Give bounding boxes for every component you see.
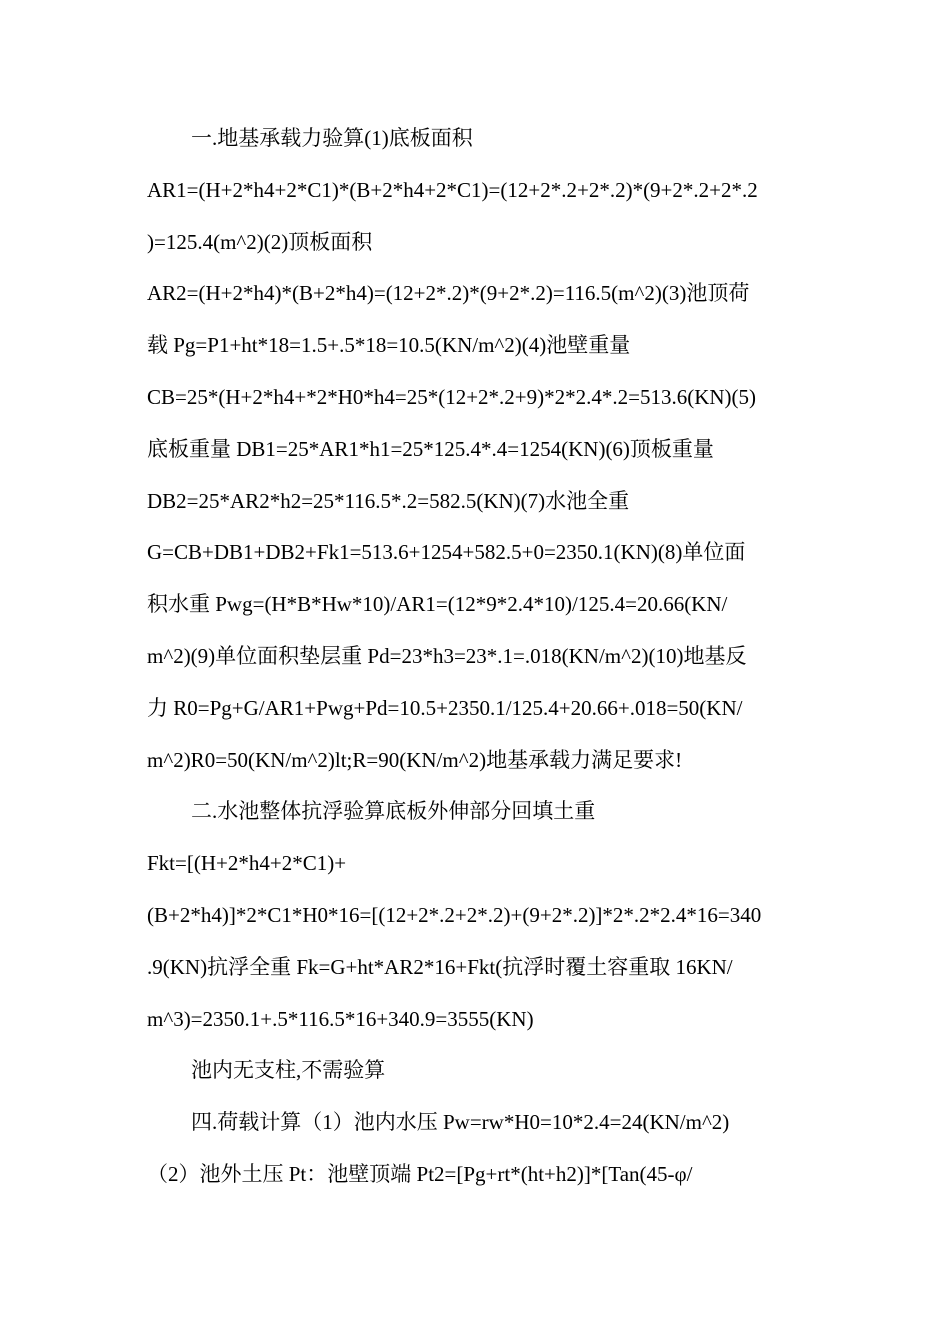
- text-line: .9(KN)抗浮全重 Fk=G+ht*AR2*16+Fkt(抗浮时覆土容重取 16KN/: [147, 954, 733, 979]
- text-line: Fkt=[(H+2*h4+2*C1)+: [147, 851, 347, 876]
- text-line: DB2=25*AR2*h2=25*116.5*.2=582.5(KN)(7)水池全重: [147, 488, 630, 513]
- text-line: (B+2*h4)]*2*C1*H0*16=[(12+2*.2+2*.2)+(9+2*.2)]*2*.2*2.4*16=340: [147, 902, 762, 927]
- text-line: m^2)(9)单位面积垫层重 Pd=23*h3=23*.1=.018(KN/m^2)(10)地基反: [147, 643, 747, 668]
- text-line: AR2=(H+2*h4)*(B+2*h4)=(12+2*.2)*(9+2*.2)=116.5(m^2)(3)池顶荷: [147, 281, 750, 306]
- text-line: 一.地基承载力验算(1)底板面积: [191, 126, 473, 150]
- text-line: 积水重 Pwg=(H*B*Hw*10)/AR1=(12*9*2.4*10)/125.4=20.66(KN/: [147, 592, 728, 617]
- document-body: [147, 116, 807, 1204]
- text-line: 四.荷载计算（1）池内水压 Pw=rw*H0=10*2.4=24(KN/m^2): [191, 1110, 730, 1135]
- text-line: 载 Pg=P1+ht*18=1.5+.5*18=10.5(KN/m^2)(4)池壁重量: [147, 333, 631, 358]
- text-line: 底板重量 DB1=25*AR1*h1=25*125.4*.4=1254(KN)(6)顶板重量: [147, 436, 714, 461]
- text-line: 二.水池整体抗浮验算底板外伸部分回填土重: [191, 799, 596, 824]
- text-line: m^2)R0=50(KN/m^2)lt;R=90(KN/m^2)地基承载力满足要求!: [147, 747, 683, 772]
- text-line: 池内无支柱,不需验算: [191, 1058, 386, 1083]
- text-line: （2）池外土压 Pt：池壁顶端 Pt2=[Pg+rt*(ht+h2)]*[Tan(45-φ/: [147, 1161, 693, 1186]
- text-line: m^3)=2350.1+.5*116.5*16+340.9=3555(KN): [147, 1006, 534, 1031]
- text-line: )=125.4(m^2)(2)顶板面积: [147, 229, 373, 254]
- text-line: 力 R0=Pg+G/AR1+Pwg+Pd=10.5+2350.1/125.4+20.66+.018=50(KN/: [147, 695, 743, 720]
- text-line: CB=25*(H+2*h4+*2*H0*h4=25*(12+2*.2+9)*2*2.4*.2=513.6(KN)(5): [147, 384, 757, 409]
- text-line: G=CB+DB1+DB2+Fk1=513.6+1254+582.5+0=2350.1(KN)(8)单位面: [147, 540, 746, 565]
- text-line: AR1=(H+2*h4+2*C1)*(B+2*h4+2*C1)=(12+2*.2+2*.2)*(9+2*.2+2*.2: [147, 177, 758, 202]
